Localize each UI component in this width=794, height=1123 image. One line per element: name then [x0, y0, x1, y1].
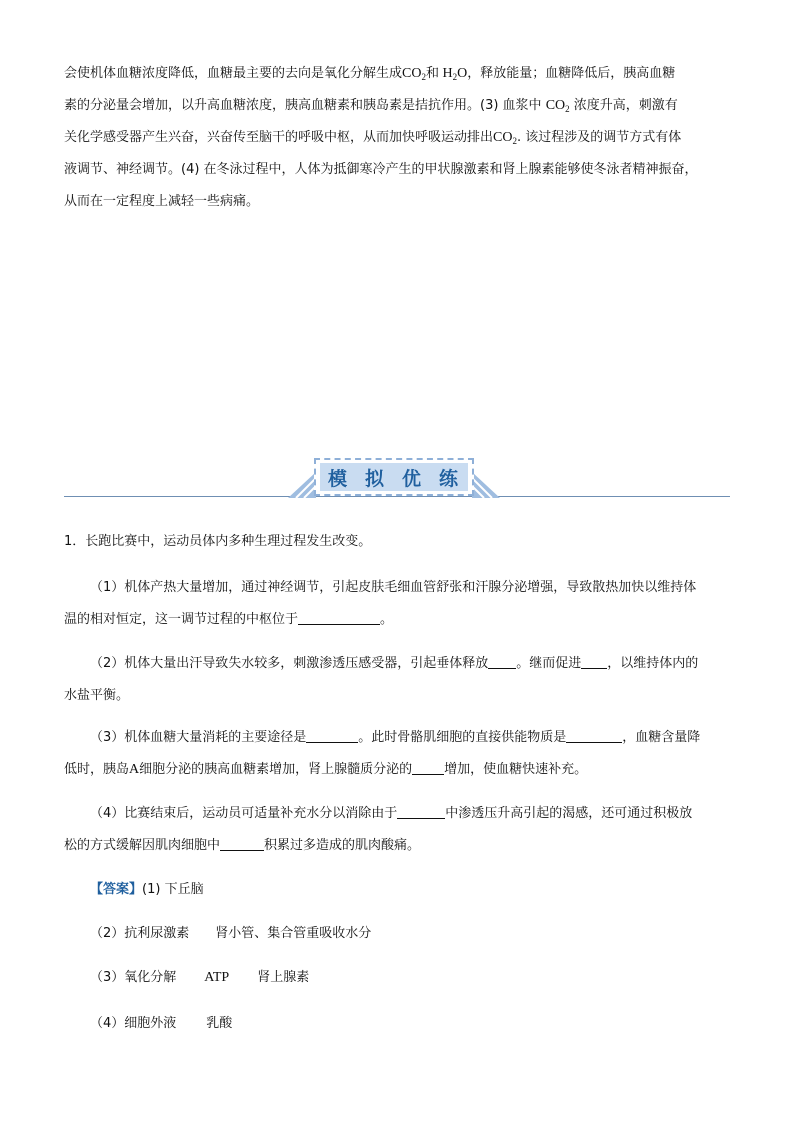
question-part-3-line-2: 低时，胰岛A细胞分泌的胰高血糖素增加，肾上腺髓质分泌的 增加，使血糖快速补充。 [64, 762, 588, 777]
answer-blank[interactable] [412, 760, 444, 775]
answer-line-2: （2）抗利尿激素 肾小管、集合管重吸收水分 [90, 926, 372, 941]
intro-text: 会使机体血糖浓度降低，血糖最主要的去向是氧化分解生成 [64, 66, 403, 81]
co2-formula: $CO_2$ [545, 98, 570, 114]
intro-line-5: 从而在一定程度上减轻一些病痛。 [64, 194, 260, 209]
banner-left-decoration [288, 472, 316, 498]
answer-blank[interactable] [397, 804, 445, 819]
intro-line-1: 会使机体血糖浓度降低，血糖最主要的去向是氧化分解生成$CO_2$和 $H_2O$，释放能量；血糖降低后，胰高血糖 [64, 66, 676, 82]
banner-char: 练 [438, 467, 460, 490]
co2-formula: $CO_2$ [402, 66, 426, 82]
answer-tag: 【答案】 [90, 882, 143, 897]
answer-line-4: （4）细胞外液 乳酸 [90, 1016, 233, 1031]
question-part-4-line-2: 松的方式缓解因肌肉细胞中 积累过多造成的肌肉酸痛。 [64, 838, 421, 853]
question-part-2: （2）机体大量出汗导致失水较多，刺激渗透压感受器，引起垂体释放 。继而促进 ，以维持体内的 [90, 656, 699, 671]
intro-line-3: 关化学感受器产生兴奋，兴奋传至脑干的呼吸中枢，从而加快呼吸运动排出$CO_2$. 该过程涉及的调节方式有体 [64, 130, 682, 146]
co2-formula: $CO_2$ [493, 130, 517, 146]
question-part-2-line-2: 水盐平衡。 [64, 688, 130, 703]
answer-blank[interactable] [220, 836, 264, 851]
answer-blank[interactable] [566, 728, 622, 743]
answer-blank[interactable] [581, 654, 607, 669]
intro-line-4: 液调节、神经调节。(4) 在冬泳过程中，人体为抵御寒冷产生的甲状腺激素和肾上腺素能够使冬泳者精神振奋， [64, 162, 698, 177]
intro-line-2: 素的分泌量会增加，以升高血糖浓度，胰高血糖素和胰岛素是拮抗作用。(3) 血浆中 $CO_2$ 浓度升高，刺激有 [64, 98, 678, 114]
question-part-1: （1）机体产热大量增加，通过神经调节，引起皮肤毛细血管舒张和汗腺分泌增强，导致散热加快以维持体 [90, 580, 697, 595]
question-part-3: （3）机体血糖大量消耗的主要途径是 。此时骨骼肌细胞的直接供能物质是 ，血糖含量降 [90, 730, 701, 745]
answer-line-3: （3）氧化分解 ATP 肾上腺素 [90, 970, 310, 985]
banner-right-decoration [472, 472, 500, 498]
section-divider [64, 496, 730, 497]
banner-char: 优 [401, 467, 423, 490]
question-part-4: （4）比赛结束后，运动员可适量补充水分以消除由于 中渗透压升高引起的渴感，还可通过积极放 [90, 806, 693, 821]
banner-char: 拟 [364, 467, 386, 490]
answer-blank[interactable] [488, 654, 516, 669]
section-banner-title [320, 463, 468, 491]
answer-blank[interactable] [306, 728, 358, 743]
answer-line-1: 【答案】(1) 下丘脑 [90, 882, 204, 897]
question-stem: 1．长跑比赛中，运动员体内多种生理过程发生改变。 [64, 534, 372, 549]
h2o-formula: $H_2O$ [442, 66, 468, 82]
banner-char: 模 [327, 467, 349, 490]
question-part-1-line-2: 温的相对恒定，这一调节过程的中枢位于 。 [64, 612, 394, 627]
section-banner [314, 458, 474, 496]
answer-blank[interactable] [298, 610, 380, 625]
